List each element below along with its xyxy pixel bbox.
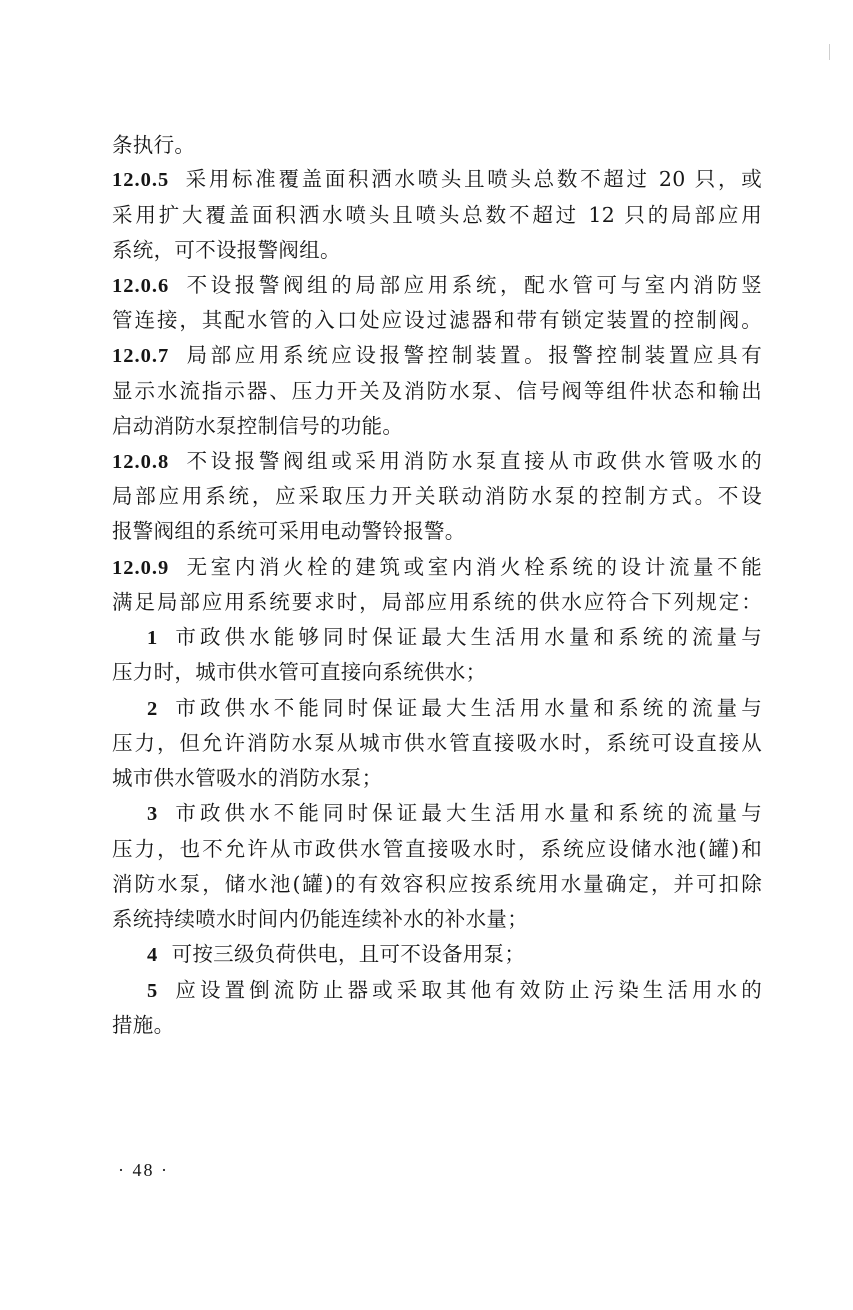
list-item-line xyxy=(147,940,762,968)
line-text: 不设报警阀组的局部应用系统，配水管可与室内消防竖 xyxy=(183,273,762,297)
line-text: 局部应用系统，应采取压力开关联动消防水泵的控制方式。不设 xyxy=(112,484,762,508)
text-line xyxy=(112,412,762,440)
line-text: 满足局部应用系统要求时，局部应用系统的供水应符合下列规定： xyxy=(112,590,762,614)
text-line xyxy=(112,482,762,510)
text-line xyxy=(112,377,762,405)
scan-edge-mark xyxy=(829,44,830,60)
line-text: 压力时，城市供水管可直接向系统供水； xyxy=(112,660,487,684)
line-text: 报警阀组的系统可采用电动警铃报警。 xyxy=(112,519,466,543)
clause-line xyxy=(112,553,762,581)
list-item-number: 4 xyxy=(147,944,158,966)
text-line xyxy=(112,201,762,229)
list-item-number: 1 xyxy=(147,627,158,649)
line-text: 不设报警阀组或采用消防水泵直接从市政供水管吸水的 xyxy=(183,449,762,473)
line-text: 采用标准覆盖面积洒水喷头且喷头总数不超过 20 只，或 xyxy=(183,167,762,191)
text-line xyxy=(112,131,762,159)
line-text: 管连接，其配水管的入口处应设过滤器和带有锁定装置的控制阀。 xyxy=(112,308,762,332)
list-item-number: 2 xyxy=(147,698,158,720)
line-text: 市政供水不能同时保证最大生活用水量和系统的流量与 xyxy=(171,696,762,720)
clause-number: 12.0.9 xyxy=(112,557,170,579)
clause-line xyxy=(112,271,762,299)
list-item-line xyxy=(147,694,762,722)
line-text: 条执行。 xyxy=(112,133,196,157)
list-item-line xyxy=(147,623,762,651)
line-text: 启动消防水泵控制信号的功能。 xyxy=(112,414,404,438)
line-text: 市政供水不能同时保证最大生活用水量和系统的流量与 xyxy=(171,801,762,825)
text-line xyxy=(112,870,762,898)
text-line xyxy=(112,764,762,792)
text-line xyxy=(112,517,762,545)
clause-number: 12.0.7 xyxy=(112,345,170,367)
text-line xyxy=(112,658,762,686)
line-text: 压力，但允许消防水泵从城市供水管直接吸水时，系统可设直接从 xyxy=(112,731,762,755)
line-text: 局部应用系统应设报警控制装置。报警控制装置应具有 xyxy=(183,343,762,367)
line-text: 措施。 xyxy=(112,1013,175,1037)
text-line xyxy=(112,1011,762,1039)
clause-line xyxy=(112,447,762,475)
clause-number: 12.0.8 xyxy=(112,451,170,473)
text-line xyxy=(112,306,762,334)
line-text: 显示水流指示器、压力开关及消防水泵、信号阀等组件状态和输出 xyxy=(112,379,762,403)
list-item-line xyxy=(147,976,762,1004)
text-line xyxy=(112,729,762,757)
line-text: 压力，也不允许从市政供水管直接吸水时，系统应设储水池(罐)和 xyxy=(112,837,762,861)
line-text: 系统，可不设报警阀组。 xyxy=(112,238,341,262)
text-line xyxy=(112,236,762,264)
page-number: · 48 · xyxy=(118,1160,169,1180)
clause-number: 12.0.5 xyxy=(112,169,170,191)
line-text: 系统持续喷水时间内仍能连续补水的补水量； xyxy=(112,907,528,931)
line-text: 可按三级负荷供电，且可不设备用泵； xyxy=(171,942,526,966)
line-text: 应设置倒流防止器或采取其他有效防止污染生活用水的 xyxy=(171,978,762,1002)
text-line xyxy=(112,588,762,616)
list-item-number: 5 xyxy=(147,980,158,1002)
text-line xyxy=(112,835,762,863)
line-text: 城市供水管吸水的消防水泵； xyxy=(112,766,383,790)
clause-line xyxy=(112,165,762,193)
list-item-number: 3 xyxy=(147,803,158,825)
list-item-line xyxy=(147,799,762,827)
line-text: 消防水泵，储水池(罐)的有效容积应按系统用水量确定，并可扣除 xyxy=(112,872,762,896)
clause-number: 12.0.6 xyxy=(112,275,170,297)
clause-line xyxy=(112,341,762,369)
text-line xyxy=(112,905,762,933)
line-text: 无室内消火栓的建筑或室内消火栓系统的设计流量不能 xyxy=(183,555,762,579)
line-text: 市政供水能够同时保证最大生活用水量和系统的流量与 xyxy=(171,625,762,649)
line-text: 采用扩大覆盖面积洒水喷头且喷头总数不超过 12 只的局部应用 xyxy=(112,203,762,227)
